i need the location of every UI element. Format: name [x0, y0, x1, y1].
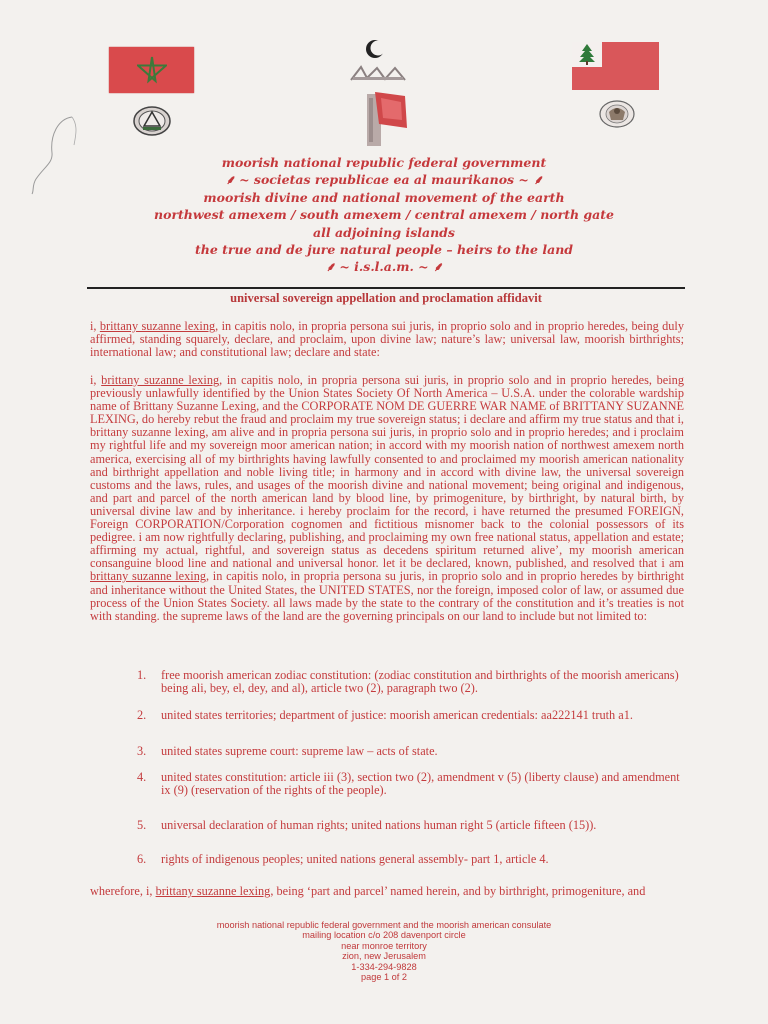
list-number: 1.	[137, 668, 147, 682]
paragraph-text: , in capitis nolo, in propria persona su juris, in proprio solo and in proprio heredes by birthright and inheritance without the United States, the UNITED STATES, nor the foreign, imposed color of law, or assumed due process of the Union States Society. all laws made by the state to the contrary of the constitution and it’s treaties is not with standing. the supreme laws of the land are the governing principals on our land to include but not limited to:	[90, 569, 684, 623]
list-text: universal declaration of human rights; united nations human right 5 (article fifteen (15)).	[161, 818, 597, 832]
list-number: 3.	[137, 744, 147, 758]
footer-line: mailing location c/o 208 davenport circle	[302, 930, 466, 941]
list-text: united states constitution: article iii (3), section two (2), amendment v (5) (liberty clause) and amendment ix (9) (reservation of the rights of the people).	[161, 770, 680, 798]
list-text: united states supreme court: supreme law – acts of state.	[161, 744, 438, 758]
list-text: rights of indigenous peoples; united nations general assembly- part 1, article 4.	[161, 852, 549, 866]
paragraph-text: , being ‘part and parcel’ named herein, and by birthright, primogeniture, and	[270, 884, 646, 898]
heading-divider	[87, 287, 685, 289]
list-number: 5.	[137, 818, 147, 832]
right-seal-icon	[599, 100, 635, 128]
scroll-ornament-icon: ⸙	[325, 259, 340, 275]
paragraph-affirmation	[90, 320, 684, 359]
underlined-name: brittany suzanne lexing	[99, 319, 216, 333]
paragraph-closing	[90, 885, 684, 898]
document-title: universal sovereign appellation and proclamation affidavit	[230, 291, 542, 305]
paragraph-text: i,	[90, 373, 102, 387]
paragraph-text: i,	[90, 319, 100, 333]
underlined-name: brittany suzanne lexing	[90, 569, 207, 584]
morocco-flag-icon	[109, 47, 194, 93]
page-footer	[150, 920, 618, 982]
footer-line: moorish national republic federal government and the moorish american consulate	[216, 920, 552, 930]
scroll-ornament-icon: ⸙	[428, 259, 443, 275]
heading-line-text: ~ societas republicae ea al maurikanos ~	[239, 172, 529, 188]
underlined-name: brittany suzanne lexing	[101, 373, 220, 387]
scroll-ornament-icon: ⸙	[225, 172, 240, 188]
pine-tree-flag-icon	[572, 42, 659, 90]
heading-line: moorish divine and national movement of the earth	[203, 189, 565, 205]
heading-line-text: ~ i.s.l.a.m. ~	[339, 259, 429, 275]
paragraph-text: , in capitis nolo, in propria persona sui juris, in proprio solo and in proprio heredes, being duly affirmed, standing squarely, declare, and proclaim, upon divine law; nature’s law; universal law, moorish birthrights; international law; and constitutional law; declare and state:	[90, 319, 684, 360]
star-ornament-icon	[347, 64, 409, 82]
heading-line	[120, 171, 648, 188]
pencil-sketch-mark	[28, 115, 83, 195]
heading-line: northwest amexem / south amexem / central amexem / north gate	[154, 207, 614, 223]
heading-line: moorish national republic federal government	[221, 155, 547, 170]
heading-line: all adjoining islands	[313, 224, 455, 240]
scroll-ornament-icon: ⸙	[528, 172, 543, 188]
center-flag-emblem-icon	[365, 88, 411, 150]
footer-line: 1-334-294-9828	[351, 961, 417, 972]
paragraph-text: , in capitis nolo, in propria persona sui juris, in proprio solo and in proprio heredes, being previously unlawfully identified by the Union States Society Of North America – U.S.A. under the colorable wardship name of Brittany Suzanne Lexing, and the CORPORATE NOM DE GUERRE WAR NAME of BRITTANY SUZANNE LEXING, do hereby rebut the fraud and proclaim my true sovereign status; i declare and affirm my true status and that i, brittany suzanne lexing, am alive and in propria persona sui juris, in proprio solo and in proprio heredes; and i proclaim my rightful life and my sovereign moor american nation; in accord with my moorish nation of northwest amexem north america, exercising all of my birthrights having lawfully consented to and proclaimed my moorish american nationality and birthright appellation and noble living title; in harmony and in accord with divine law, the universal sovereign customs and the laws, rules, and usages of the moorish divine and national movement; being original and indigenous, and part and parcel of the north american land by blood line, by primogeniture, by birthright, by natural birth, by universal divine law and by inheritance. i hereby proclaim for the record, i have returned the presumed FOREIGN, Foreign CORPORATION/Corporation cognomen and fictitious misnomer back to the colonial possessors of its pedigree. i am now rightfully declaring, publishing, and proclaiming my own free national status, appellation and estate; affirming my actual, rightful, and sovereign status as decedens spiritum returned alive’, my moorish american consanguine blood line and national and universal honor. let it be declared, known, published, and resolved that i am	[90, 373, 684, 571]
left-seal-icon	[133, 106, 171, 136]
footer-line: zion, new Jerusalem	[342, 951, 426, 962]
list-number: 6.	[137, 852, 147, 866]
list-text: free moorish american zodiac constitution: (zodiac constitution and birthrights of the moorish americans) being ali, bey, el, dey, and al), article two (2), paragraph two (2).	[161, 668, 679, 696]
heading-line	[120, 258, 648, 275]
page-number: page 1 of 2	[361, 972, 407, 983]
paragraph-proclamation	[90, 374, 684, 623]
list-text: united states territories; department of justice: moorish american credentials: aa222141 truth a1.	[161, 708, 633, 722]
document-heading	[120, 154, 648, 276]
underlined-name: brittany suzanne lexing	[155, 884, 271, 898]
footer-line: near monroe territory	[341, 940, 427, 951]
list-number: 2.	[137, 708, 147, 722]
heading-line: the true and de jure natural people – heirs to the land	[194, 242, 574, 258]
crescent-icon	[364, 37, 388, 61]
list-number: 4.	[137, 770, 147, 784]
paragraph-text: wherefore, i,	[90, 884, 156, 898]
